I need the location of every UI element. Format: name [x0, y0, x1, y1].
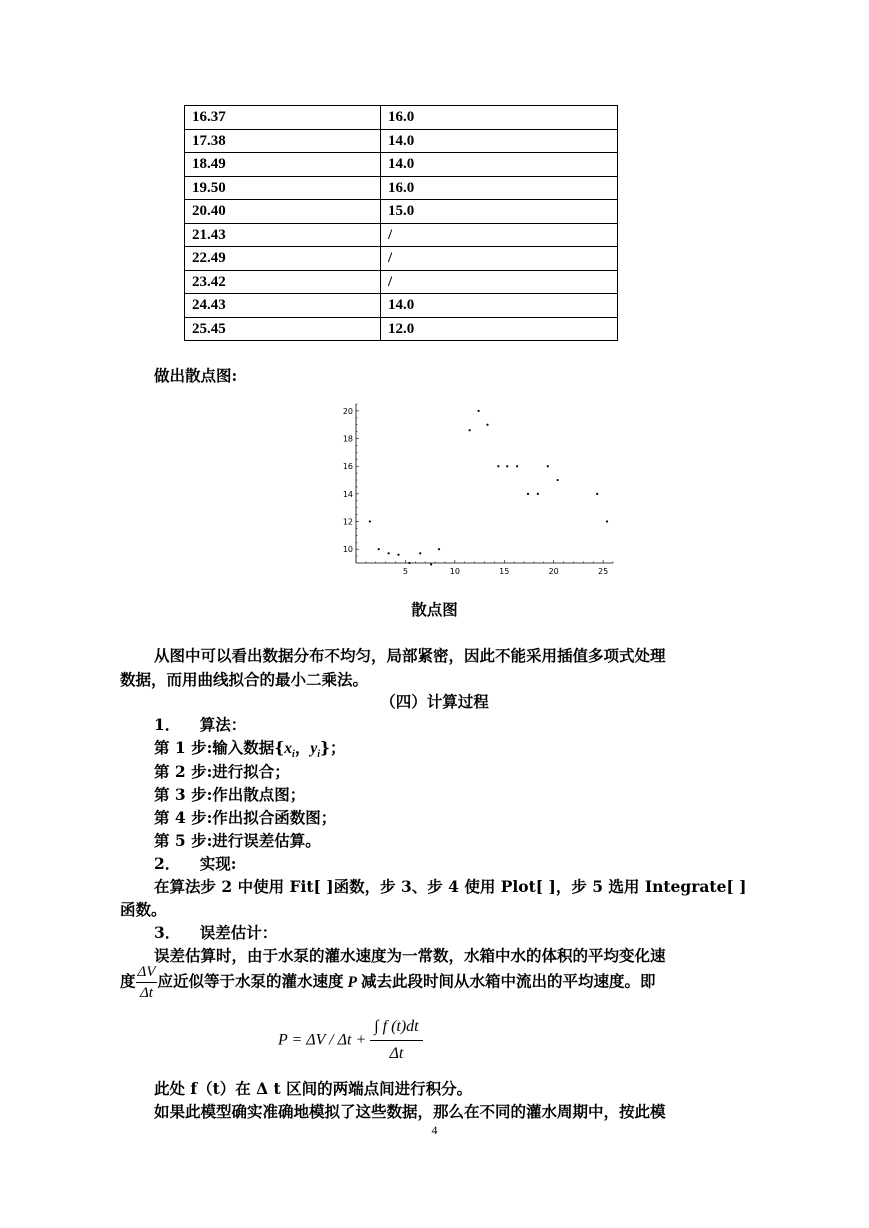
table-row [185, 294, 618, 318]
scatter-point [477, 410, 479, 412]
table-row [185, 129, 618, 153]
value-cell: / [381, 223, 618, 247]
text-segment: 应近似等于水泵的灌水速度 [157, 971, 344, 991]
text-segment: 度 [120, 971, 136, 991]
scatter-point [430, 563, 432, 565]
formula-numerator: ∫ f (t)dt [370, 1014, 422, 1041]
scatter-point [547, 465, 549, 467]
paragraph-line: 数据，而用曲线拟合的最小二乘法。 [120, 670, 369, 689]
x-tick-label: 25 [598, 567, 609, 576]
value-cell: 15.0 [381, 200, 618, 224]
delta-v-over-delta-t [136, 962, 158, 1003]
scatter-plot [330, 398, 620, 580]
y-tick-label: 18 [342, 434, 353, 444]
table-row [185, 153, 618, 177]
table-row [185, 247, 618, 271]
intro-text: 做出散点图: [154, 366, 238, 385]
y-tick-label: 20 [342, 406, 353, 416]
table-row [185, 317, 618, 341]
paragraph-line: 如果此模型确实准确地模拟了这些数据，那么在不同的灌水周期中，按此模 [154, 1102, 666, 1121]
time-cell: 16.37 [185, 106, 381, 130]
item-heading-3 [154, 921, 277, 945]
fraction-numerator: ΔV [136, 962, 158, 983]
scatter-point [469, 429, 471, 431]
value-cell: 14.0 [381, 129, 618, 153]
step-4: 第 4 步:作出拟合函数图； [154, 808, 337, 827]
item-label: 实现: [199, 854, 237, 873]
x-var: x [284, 740, 293, 757]
paragraph-line: 函数。 [120, 900, 167, 919]
item-number: 3． [154, 923, 181, 942]
y-var: y [310, 740, 318, 757]
item-heading-2 [154, 852, 236, 876]
paragraph-line: 从图中可以看出数据分布不均匀，局部紧密，因此不能采用插值多项式处理 [154, 646, 666, 665]
scatter-point [516, 465, 518, 467]
step-2: 第 2 步:进行拟合； [154, 762, 290, 781]
x-tick-label: 5 [402, 567, 408, 576]
scatter-point [557, 479, 559, 481]
scatter-point [606, 520, 608, 522]
table-row [185, 200, 618, 224]
formula-fraction [370, 1014, 422, 1067]
item-label: 误差估计： [199, 923, 278, 942]
x-tick-label: 10 [449, 567, 460, 576]
table-row [185, 106, 618, 130]
paragraph-line: 此处 f（t）在 Δ t 区间的两端点间进行积分。 [154, 1079, 473, 1098]
time-cell: 22.49 [185, 247, 381, 271]
scatter-point [419, 552, 421, 554]
step-1-suffix: }； [320, 738, 346, 757]
step-1-prefix: 第 1 步:输入数据{ [154, 738, 285, 757]
x-tick-label: 15 [499, 567, 510, 576]
paragraph-line: 误差估算时，由于水泵的灌水速度为一常数，水箱中水的体积的平均变化速 [154, 946, 666, 965]
y-subscript: i [317, 749, 320, 761]
value-cell: 16.0 [381, 176, 618, 200]
x-subscript: i [292, 749, 295, 761]
value-cell: / [381, 270, 618, 294]
y-tick-label: 16 [342, 462, 353, 472]
time-cell: 20.40 [185, 200, 381, 224]
item-number: 2． [154, 854, 181, 873]
data-table [184, 105, 618, 341]
item-heading-1 [154, 713, 246, 737]
figure-caption: 散点图 [411, 600, 458, 619]
y-tick-label: 10 [342, 545, 353, 555]
fraction-denominator: Δt [140, 985, 153, 1001]
text-segment: 减去此段时间从水箱中流出的平均速度。即 [360, 971, 656, 991]
x-tick-label: 20 [548, 567, 559, 576]
y-tick-label: 14 [342, 489, 353, 499]
step-5: 第 5 步:进行误差估算。 [154, 831, 321, 850]
fraction-line [120, 962, 655, 1003]
time-cell: 25.45 [185, 317, 381, 341]
step-1-sep: ， [294, 738, 311, 757]
page-number: 4 [431, 1123, 438, 1137]
formula-denominator: Δt [389, 1045, 404, 1062]
item-number: 1． [154, 715, 181, 734]
time-cell: 19.50 [185, 176, 381, 200]
scatter-point [497, 465, 499, 467]
value-cell: / [381, 247, 618, 271]
scatter-point [527, 493, 529, 495]
table-row [185, 176, 618, 200]
time-cell: 24.43 [185, 294, 381, 318]
value-cell: 16.0 [381, 106, 618, 130]
time-cell: 23.42 [185, 270, 381, 294]
table-row [185, 223, 618, 247]
scatter-point [596, 493, 598, 495]
table-row [185, 270, 618, 294]
y-tick-label: 12 [342, 517, 353, 527]
time-cell: 17.38 [185, 129, 381, 153]
scatter-point [408, 562, 410, 564]
p-var: P [347, 973, 357, 991]
item-label: 算法： [199, 715, 247, 734]
scatter-point [438, 548, 440, 550]
scatter-point [378, 548, 380, 550]
value-cell: 12.0 [381, 317, 618, 341]
scatter-point [537, 493, 539, 495]
value-cell: 14.0 [381, 153, 618, 177]
paragraph-line: 在算法步 2 中使用 Fit[ ]函数，步 3、步 4 使用 Plot[ ]，步 5 选用 Integrate[ ] [154, 877, 747, 896]
scatter-point [506, 465, 508, 467]
value-cell: 14.0 [381, 294, 618, 318]
scatter-point [486, 424, 488, 426]
formula-lhs: P = ΔV / Δt + [278, 1031, 367, 1049]
time-cell: 21.43 [185, 223, 381, 247]
scatter-point [369, 520, 371, 522]
section-heading: （四）计算过程 [380, 692, 489, 711]
scatter-point [397, 554, 399, 556]
time-cell: 18.49 [185, 153, 381, 177]
scatter-point [388, 552, 390, 554]
formula [278, 1014, 423, 1067]
step-3: 第 3 步:作出散点图； [154, 785, 306, 804]
